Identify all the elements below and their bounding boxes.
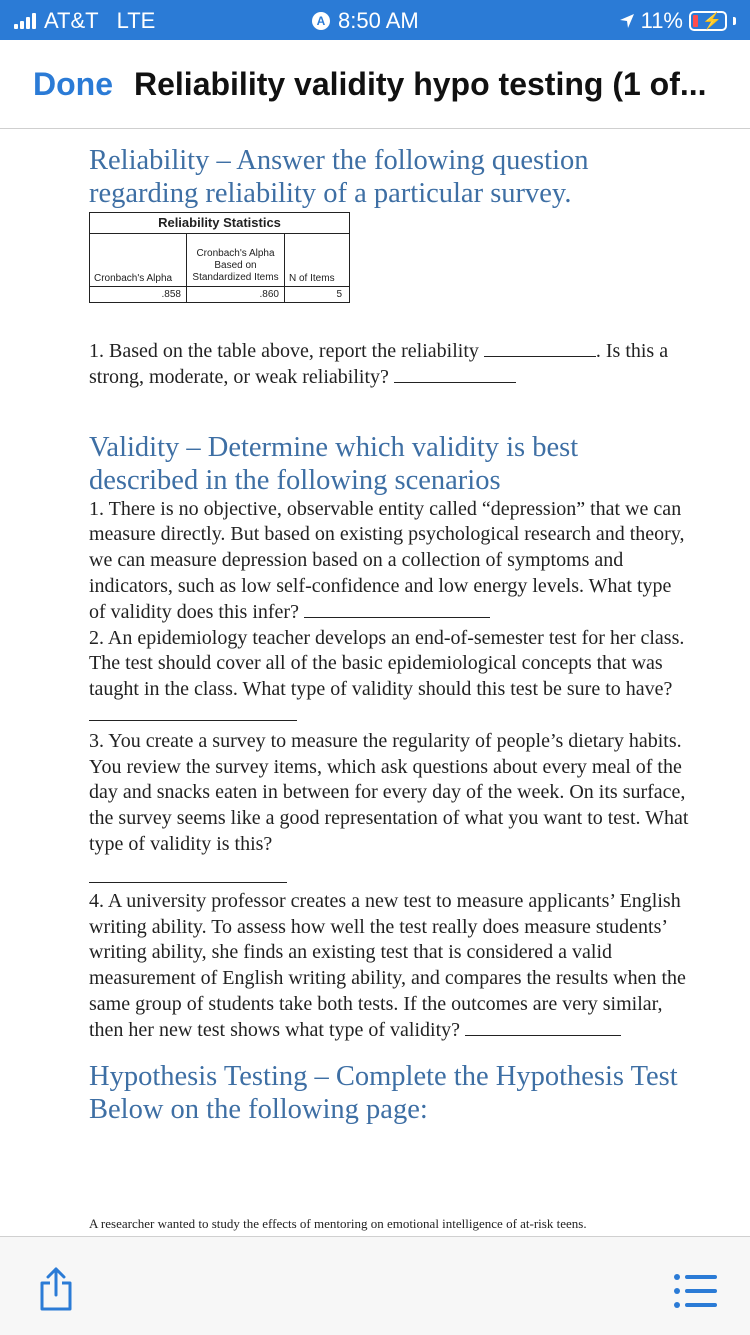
reliability-heading: Reliability – Answer the following question regarding reliability of a particular survey. [89,145,589,209]
carrier-name: AT&T [44,8,99,33]
header-cronbachs-alpha: Cronbach's Alpha [90,234,187,286]
battery-cap [733,17,736,25]
validity-question-3 [89,729,689,858]
validity-question-2-text: 2. An epidemiology teacher develops an end-of-semester test for her class. The test should cover all of the basic epidemiological concepts that was taught in the class. What type of validity should this test be sure to have? [89,626,685,701]
value-standardized-alpha: .860 [187,287,285,302]
status-center [312,8,419,34]
validity-heading: Validity – Determine which validity is best described in the following scenarios [89,431,579,496]
validity-question-4-text: 4. A university professor creates a new test to measure applicants’ English writing ability. To assess how well the test really does measure students’ writing ability, she finds an existing test that is considered a valid measurement of English writing ability, and compares the results when the same group of students take both tests. If the outcomes are very similar, then her new test shows what type of validity? [89,889,686,1041]
battery-percent: 11% [640,8,683,33]
value-n-of-items: 5 [336,289,342,300]
document-page [89,128,689,1236]
list-icon[interactable] [673,1273,717,1309]
signal-strength-icon [14,13,36,29]
answer-blank [304,603,490,618]
reliability-question [89,339,689,391]
table-caption: Reliability Statistics [90,213,349,234]
answer-blank [484,342,596,357]
answer-blank [89,706,297,721]
table-row [90,286,349,302]
header-standardized-alpha: Cronbach's Alpha Based on Standardized Items [187,234,285,286]
navigation-bar [0,40,750,129]
reliability-question-part2: . Is this a strong, moderate, or weak reliability? [89,340,669,388]
reliability-statistics-table [89,212,350,303]
table-header-row [90,234,349,286]
reliability-question-part1: 1. Based on the table above, report the reliability [89,340,479,362]
validity-question-3-text: 3. You create a survey to measure the regularity of people’s dietary habits. You review the survey items, which ask questions about every meal of the day and snacks eaten in between for every day of the week. On its surface, the survey seems like a good representation of what you want to test. What type of validity is this? [89,729,689,855]
validity-question-1-text: 1. There is no objective, observable entity called “depression” that we can measure directly. But based on existing psychological research and theory, we can measure depression based on a collection of symptoms and indicators, such as low self-confidence and low energy levels. What type of validity does this infer? [89,497,685,623]
header-n-of-items: N of Items [289,273,335,284]
network-type: LTE [116,8,156,33]
status-left [14,8,155,34]
document-title: Reliability validity hypo testing (1 of... [134,66,707,102]
answer-blank [465,1021,621,1036]
alarm-icon: A [312,12,330,30]
battery-icon: ⚡ [689,11,727,31]
validity-question-1 [89,497,689,626]
location-arrow-icon [619,13,635,29]
done-button[interactable]: Done [33,66,113,102]
answer-blank [89,858,287,883]
value-cronbachs-alpha: .858 [90,287,187,302]
answer-blank [394,368,516,383]
bottom-toolbar [0,1236,750,1335]
share-icon[interactable] [36,1267,76,1311]
hypothesis-heading: Hypothesis Testing – Complete the Hypothesis Test Below on the following page: [89,1060,678,1125]
validity-question-2 [89,626,689,729]
status-time: 8:50 AM [338,8,419,33]
validity-question-4 [89,889,689,1044]
hypothesis-footnote: A researcher wanted to study the effects of mentoring on emotional intelligence of at-risk teens. [89,1216,587,1231]
status-right [619,8,736,34]
status-bar [0,0,750,40]
